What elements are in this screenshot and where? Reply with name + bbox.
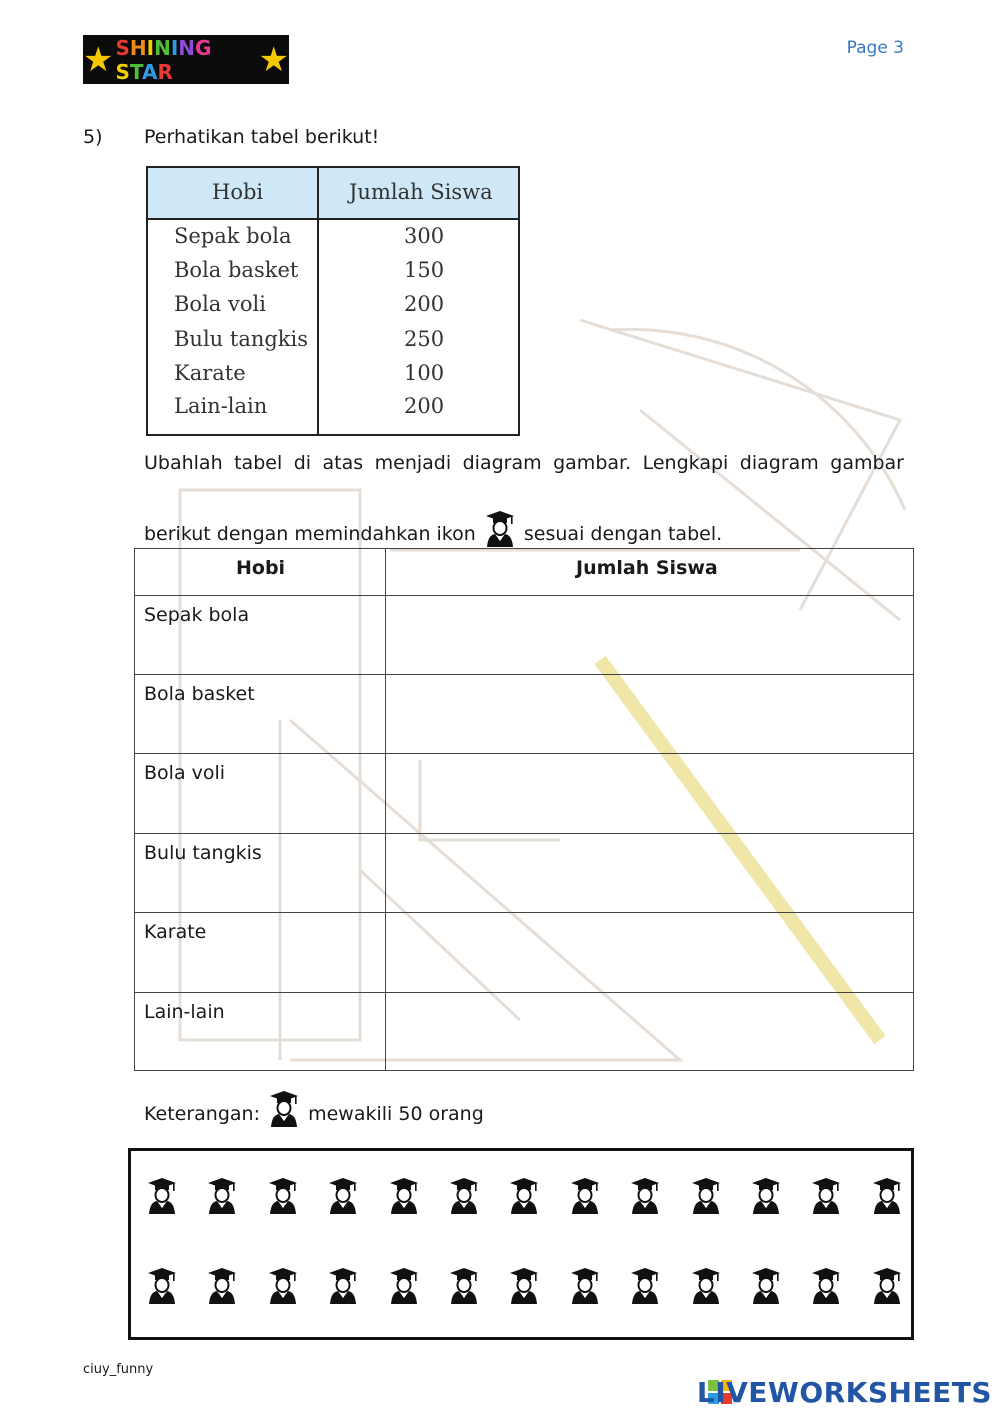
graduate-icon[interactable] (328, 1177, 358, 1215)
source-header-jumlah: Jumlah Siswa (349, 180, 493, 204)
logo-letter: R (157, 59, 173, 84)
logo-letter: S (115, 35, 130, 60)
star-icon: ★ (258, 39, 289, 80)
graduate-icon[interactable] (630, 1267, 660, 1305)
drop-zone-karate[interactable] (386, 913, 913, 993)
logo-letter: G (195, 35, 212, 60)
instruction-text-2: berikut dengan memindahkan ikon sesuai dengan tabel. (144, 510, 722, 548)
instruction-text: Ubahlah tabel di atas menjadi diagram gambar. Lengkapi diagram gambar (144, 452, 904, 474)
answer-row-bola-basket: Bola basket (135, 674, 913, 754)
graduate-icon[interactable] (811, 1267, 841, 1305)
answer-row-bulu-tangkis: Bulu tangkis (135, 833, 913, 913)
graduate-icon (269, 1090, 299, 1128)
source-table-row: Bola basket 150 (174, 258, 445, 282)
graduate-icon[interactable] (872, 1267, 902, 1305)
source-table-row: Sepak bola 300 (174, 224, 445, 248)
graduate-icon[interactable] (389, 1267, 419, 1305)
graduate-icon[interactable] (751, 1177, 781, 1215)
graduate-icon[interactable] (811, 1177, 841, 1215)
graduate-icon[interactable] (147, 1177, 177, 1215)
drop-zone-bola-voli[interactable] (386, 754, 913, 834)
author-credit: ciuy_funny (83, 1362, 154, 1377)
graduate-icon[interactable] (389, 1177, 419, 1215)
source-table-header (148, 168, 518, 220)
answer-row-karate: Karate (135, 912, 913, 993)
source-table-row: Bulu tangkis 250 (174, 327, 445, 351)
logo-letter: I (146, 35, 155, 60)
logo-letter: N (154, 35, 171, 60)
logo-wordmark (115, 36, 256, 84)
graduate-icon[interactable] (630, 1177, 660, 1215)
logo-letter: S (115, 59, 130, 84)
logo-letter: I (170, 35, 179, 60)
graduate-icon[interactable] (691, 1267, 721, 1305)
graduate-icon[interactable] (509, 1177, 539, 1215)
graduate-icon[interactable] (872, 1177, 902, 1215)
graduate-icon[interactable] (449, 1177, 479, 1215)
logo-letter: H (129, 35, 147, 60)
legend: Keterangan: mewakili 50 orang (144, 1090, 484, 1128)
graduate-icon[interactable] (147, 1267, 177, 1305)
graduate-icon[interactable] (268, 1177, 298, 1215)
icon-bank (128, 1148, 914, 1340)
source-table-row: Karate 100 (174, 361, 445, 385)
question-number: 5) (83, 126, 103, 148)
graduate-icon[interactable] (570, 1267, 600, 1305)
shining-star-logo (83, 35, 289, 84)
graduate-icon[interactable] (449, 1267, 479, 1305)
source-data-table (146, 166, 520, 436)
source-table-row: Bola voli 200 (174, 292, 445, 316)
graduate-icon[interactable] (207, 1267, 237, 1305)
answer-header-hobi: Hobi (236, 557, 286, 579)
answer-row-bola-voli: Bola voli (135, 753, 913, 834)
logo-letter: T (129, 59, 142, 84)
drop-zone-sepak-bola[interactable] (386, 596, 913, 675)
graduate-icon[interactable] (691, 1177, 721, 1215)
star-icon: ★ (83, 39, 114, 80)
graduate-icon[interactable] (751, 1267, 781, 1305)
liveworksheets-brand: LIVEWORKSHEETS (696, 1376, 992, 1409)
drop-zone-bulu-tangkis[interactable] (386, 834, 913, 913)
logo-letter: N (178, 35, 196, 60)
logo-letter: A (141, 59, 158, 84)
graduate-icon[interactable] (328, 1267, 358, 1305)
answer-row-sepak-bola: Sepak bola (135, 595, 913, 675)
source-header-hobi: Hobi (212, 180, 264, 204)
drop-zone-bola-basket[interactable] (386, 675, 913, 754)
answer-header-jumlah: Jumlah Siswa (576, 557, 718, 579)
graduate-icon[interactable] (207, 1177, 237, 1215)
graduate-icon[interactable] (268, 1267, 298, 1305)
answer-row-lain-lain: Lain-lain (135, 992, 913, 1071)
page-number: Page 3 (846, 38, 904, 58)
graduate-icon (485, 510, 515, 548)
source-table-row: Lain-lain 200 (174, 394, 445, 418)
question-prompt: Perhatikan tabel berikut! (144, 126, 380, 148)
answer-pictogram-table (134, 548, 914, 1071)
graduate-icon[interactable] (570, 1177, 600, 1215)
drop-zone-lain-lain[interactable] (386, 993, 913, 1071)
graduate-icon[interactable] (509, 1267, 539, 1305)
